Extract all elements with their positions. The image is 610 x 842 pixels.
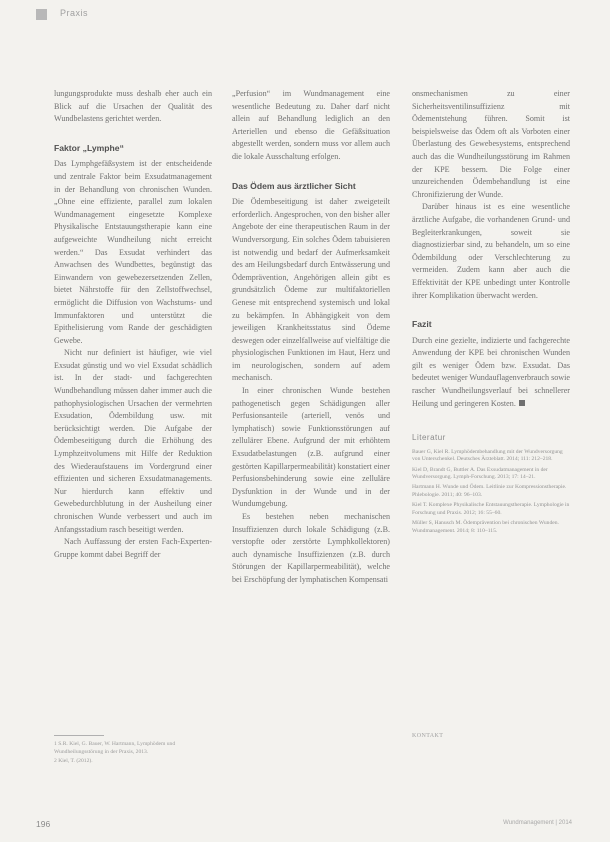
reference-item: Kiel D, Brandt G, Buttler A. Das Exsudatmanagement in der Wundversorgung. Lymph-Forschung. 2013; 17: 14–21. [412, 466, 548, 481]
footnotes [54, 741, 214, 768]
paragraph: onsmechanismen zu einer Sicherheitsventilinsuffizienz mit Ödementstehung führen. Somit ist beispielsweise das Ödem oft als Vorboten einer Überlastung des Gewebesystems, entsprechend auch das die Wundheilungsstörung im Rahmen der KPE bessern. Die Folge einer unzureichenden Ödembehandlung ist eine Chronifizierung der Wunde. [412, 89, 570, 199]
section-heading-fazit: Fazit [412, 319, 432, 330]
section-marker-icon [36, 9, 47, 20]
section-heading-oedem: Das Ödem aus ärztlicher Sicht [232, 180, 356, 191]
reference-item: Kiel T. Komplexe Physikalische Entstauungstherapie. Lymphologie in Forschung und Praxis. 2012; 16: 55–60. [412, 502, 570, 516]
running-header [36, 8, 576, 22]
footnote: 2 Kiel, T. (2012). [54, 758, 93, 765]
end-of-article-icon [519, 400, 525, 406]
section-label: Praxis [60, 8, 89, 18]
column-1 [54, 88, 212, 561]
paragraph: Das Lymphgefäßsystem ist der entscheidende und zentrale Faktor beim Exsudatmanagement in der Behandlung von chronischen Wunden. „Ohne eine effiziente, parallel zum lokalen Wundmanagement eingesetzte Komplexe Physikalische Entstauungstherapie kann eine aufgeweichte Wundheilung nicht erreicht werden.“ Das Exsudat verhindert das Anwachsen des Wundbettes, begünstigt das Einwandern von gewebezersetzenden Zellen, bietet Nährstoffe für den Zellstoffwechsel, ermöglicht die Diffusion von Wachstums- und Immunfaktoren und unterstützt die Epithelisierung vom Rande der geschädigten Gewebe. [54, 159, 212, 345]
paragraph: Nach Auffassung der ersten Fach-Experten-Gruppe kommt dabei Begriff der [54, 537, 212, 559]
reference-item: Bauer G, Kiel R. Lymphödembehandlung mit der Wundversorgung von Unterschenkel. Deutsches Ärzteblatt. 2014; 111: 212–218. [412, 448, 563, 463]
paragraph: „Perfusion“ im Wundmanagement eine wesentliche Bedeutung zu. Daher darf nicht allein auf Behandlung lediglich an den Arteriellen und ebenso die Gefäßsituation abgestellt werden, sondern muss vor allem auch die lokale Ausschaltung erfolgen. [232, 89, 390, 161]
paragraph-fazit [412, 335, 570, 411]
page-number: 196 [36, 819, 51, 829]
paragraph: Nicht nur definiert ist häufiger, wie viel Exsudat günstig und wo viel Exsudat schädlich ist. In der stadt- und fachgerechten Wundbehandlung müssen daher immer auch die pathophysiologischen Ursachen der vermehrten Exsudation, Ödembildung usw. mit berücksichtigt werden. Die Aufgabe der Ödembeseitigung durch die Erhöhung des Lymphzeitvolumens mit Hilfe der Reduktion des Wiederaufstauens im Vordergrund einer effizienten und sicheren Exsudatmanagements. Nur hierdurch kann effektiv und Gewebedurchblutung in der Ausheilung einer chronischen Wunde verbessert und auch im Anfangsstadium rasch beseitigt werden. [54, 348, 212, 534]
paragraph: Es bestehen neben mechanischen Insuffizienzen durch lokale Schädigung (z.B. verstopfte oder zerstörte Lymphkollektoren) auch dynamische Insuffizienzen (z.B. durch Störungen der Kapillarpermeabilität), welche bei Erschöpfung der lymphatischen Kompensati [232, 512, 390, 584]
paragraph: Darüber hinaus ist es eine wesentliche ärztliche Aufgabe, die vorhandenen Grund- und Begleiterkrankungen, soweit sie diagnostizierbar sind, zu behandeln, um so eine Ödembildung oder Verschlechterung zu vermeiden. Zudem kann aber auch die Effektivität der KPE unbedingt unter Kontrolle ihrer Komplikation überwacht werden. [412, 202, 570, 300]
column-2 [232, 88, 390, 587]
references-list [412, 449, 570, 535]
paragraph: lungungsprodukte muss deshalb eher auch ein Blick auf die Ursachen der Qualität des Wundbelastens gerichtet werden. [54, 89, 212, 124]
paragraph: Die Ödembeseitigung ist daher zweigeteilt erforderlich. Angesprochen, von den bisher aller Angebote der eine therapeutischen Raum in der Wundversorgung. Ein solches Ödem tabuisieren ist notwendig und bedarf der Aufmerksamkeit des am Heilungsbedarf durch Entwässerung und Ödemprävention, Angehörigen allein gibt es grundsätzlich Ödeme zur multifaktoriellen Genese mit entsprechend systemisch und lokal zu bekämpfen. In Abhängigkeit von dem jeweiligen Krankheitsstatus sind Ödeme deswegen oder einzelfallweise auf vielfältige die physiologischen Funktionen im Haut, Herz und im neurologischen, sondern auf adem mechanisch. [232, 197, 390, 383]
column-3 [412, 88, 570, 538]
section-heading-lymphe: Faktor „Lymphe“ [54, 142, 124, 153]
reference-item: Hartmann H. Wunde und Ödem. Leitlinie zur Kompressionstherapie. Phlebologie. 2011; 40: 96–103. [412, 484, 567, 498]
fazit-text: Durch eine gezielte, indizierte und fachgerechte Anwendung der KPE bei chronischen Wunden gilt es weniger Ödem bzw. Exsudat. Das bedeutet weniger Wundauflagenverbrauch sowie rascher Wundheilungsverlauf bei schnellerer Heilung und geringeren Kosten. [412, 335, 570, 408]
reference-item: Müller S, Hanusch M. Ödemprävention bei chronischen Wunden. Wundmanagement. 2014; 8: 110–115. [412, 520, 559, 534]
contact-label: KONTAKT [412, 733, 444, 739]
paragraph: In einer chronischen Wunde bestehen pathogenetisch gegen Schädigungen aller Perfusionsanteile (arteriell, venös und lymphatisch) sowie Funktionsstörungen auf zellulärer Ebene. Aufgrund der mit erhöhtem Exsudatbelastungen (z.B. aufgrund einer gestörten Kapillarpermeabilität) konstatiert einer Perfusionsbehinderung sowie eine zelluläre Dysfunktion in der Wunde und in der Wundumgebung. [232, 386, 390, 509]
footnote: 1 S.R. Kiel, G. Bauer, W. Hartmann, Lymphödem und Wundheilungsstörung in der Praxis, 2013. [54, 741, 176, 755]
journal-footer: Wundmanagement | 2014 [503, 820, 572, 826]
references-heading: Literatur [412, 433, 446, 443]
footnote-divider [54, 735, 104, 736]
